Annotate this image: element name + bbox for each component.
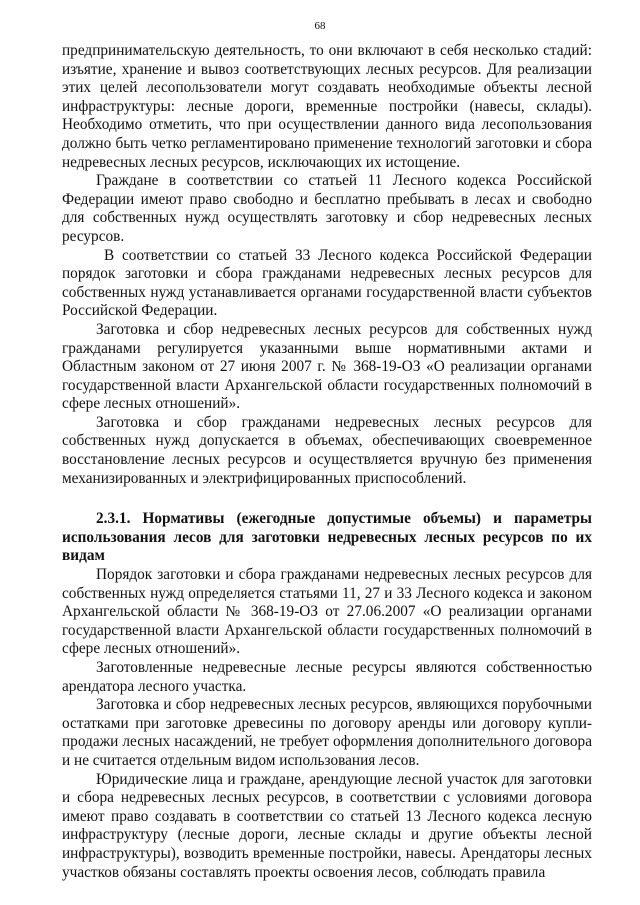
paragraph: Заготовка и сбор недревесных лесных ресурсов для собственных нужд гражданами регулируется указанными выше нормативными актами и Областным законом от 27 июня 2007 г. № 368-19-ОЗ «О реализации органами государственной власти Архангельской области государственных полномочий в сфере лесных отношений». <box>62 320 592 413</box>
paragraph: предпринимательскую деятельность, то они включают в себя несколько стадий: изъятие, хранение и вывоз соответствующих лесных ресурсов. Для реализации этих целей лесопользователи могут создавать необходимые объекты лесной инфраструктуры: лесные дороги, временные постройки (навесы, склады). Необходимо отметить, что при осуществлении данного вида лесопользования должно быть четко регламентировано применение технологий заготовки и сбора недревесных лесных ресурсов, исключающих их истощение. <box>62 42 592 171</box>
paragraph: Граждане в соответствии со статьей 11 Лесного кодекса Российской Федерации имеют право свободно и бесплатно пребывать в лесах и свободно для собственных нужд осуществлять заготовку и сбор недревесных лесных ресурсов. <box>62 172 592 245</box>
paragraph: Заготовленные недревесные лесные ресурсы являются собственностью арендатора лесного участка. <box>62 659 592 695</box>
page-number: 68 <box>314 20 326 32</box>
section-heading: 2.3.1. Нормативы (ежегодные допустимые объемы) и параметры использования лесов для заготовки недревесных лесных ресурсов по их видам <box>62 510 592 565</box>
document-body <box>62 42 592 882</box>
paragraph: В соответствии со статьей 33 Лесного кодекса Российской Федерации порядок заготовки и сбора гражданами недревесных лесных ресурсов для собственных нужд устанавливается органами государственной власти субъектов Российской Федерации. <box>62 246 592 320</box>
paragraph: Юридические лица и граждане, арендующие лесной участок для заготовки и сбора недревесных лесных ресурсов, в соответствии с условиями договора имеют право создавать в соответствии со статьей 13 Лесного кодекса лесную инфраструктуру (лесные дороги, лесные склады и другие объекты лесной инфраструктуры), возводить временные постройки, навесы. Арендаторы лесных участков обязаны составлять проекты освоения лесов, соблюдать правила <box>62 770 592 881</box>
paragraph: Порядок заготовки и сбора гражданами недревесных лесных ресурсов для собственных нужд определяется статьями 11, 27 и 33 Лесного кодекса и законом Архангельской области № 368-19-ОЗ от 27.06.2007 «О реализации органами государственной власти Архангельской области государственных полномочий в сфере лесных отношений». <box>62 566 592 658</box>
paragraph: Заготовка и сбор гражданами недревесных лесных ресурсов для собственных нужд допускается в объемах, обеспечивающих своевременное восстановление лесных ресурсов и осуществляется вручную без применения механизированных и электрифицированных приспособлений. <box>62 413 592 487</box>
paragraph: Заготовка и сбор недревесных лесных ресурсов, являющихся порубочными остатками при заготовке древесины по договору аренды или договору купли-продажи лесных насаждений, не требует оформления дополнительного договора и не считается отдельным видом использования лесов. <box>62 696 592 769</box>
